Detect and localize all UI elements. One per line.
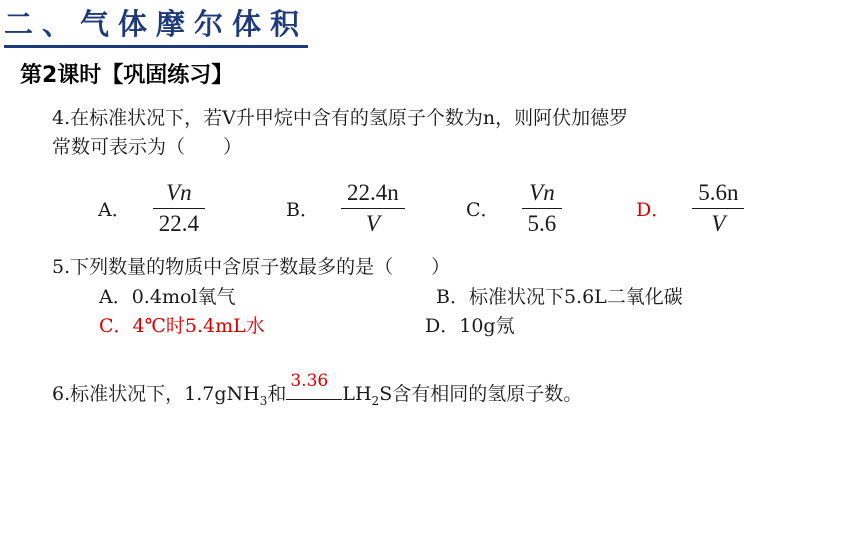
q6-subscript-2: 2 <box>371 393 380 408</box>
option-c <box>466 176 562 240</box>
answer-value: 3.36 <box>290 371 329 391</box>
option-d <box>636 176 744 240</box>
lesson-heading: 第2课时【巩固练习】 <box>20 63 234 88</box>
numerator: Vn <box>166 179 192 205</box>
question-5-option-a: A．0.4mol氧气 <box>99 286 236 308</box>
question-5-option-c-answer: C．4℃时5.4mL水 <box>99 315 265 337</box>
answer-blank <box>286 371 342 400</box>
denominator: 5.6 <box>527 210 557 236</box>
numerator: 5.6n <box>698 179 739 205</box>
numerator: Vn <box>529 179 555 205</box>
q6-prefix: 6.标准状况下，1.7gNH <box>52 383 260 405</box>
option-a <box>98 176 205 240</box>
numerator: 22.4n <box>346 179 399 205</box>
denominator: 22.4 <box>158 210 199 236</box>
question-5-stem: 5.下列数量的物质中含原子数最多的是（ ） <box>52 256 451 278</box>
question-5-option-d: D．10g氖 <box>425 315 515 337</box>
question-4-stem-line2: 常数可表示为（ ） <box>52 136 243 158</box>
q6-after: LH <box>342 383 372 405</box>
option-b <box>286 176 405 240</box>
denominator: V <box>711 210 726 236</box>
option-d-letter-answer: D． <box>636 198 671 221</box>
q6-subscript-3: 3 <box>259 393 268 408</box>
q6-and: 和 <box>267 383 287 405</box>
slide-title: 二、气体摩尔体积 <box>4 2 308 48</box>
option-c-fraction <box>522 178 563 239</box>
option-a-letter: A． <box>98 198 131 221</box>
option-a-fraction <box>153 178 205 239</box>
question-4-stem-line1: 4.在标准状况下，若V升甲烷中含有的氢原子个数为n，则阿伏加德罗 <box>52 107 629 129</box>
option-b-fraction <box>341 178 405 239</box>
question-5-option-b: B．标准状况下5.6L二氧化碳 <box>436 286 683 308</box>
option-d-fraction <box>692 178 744 239</box>
option-c-letter: C． <box>466 198 500 221</box>
question-6 <box>52 371 583 415</box>
option-b-letter: B． <box>286 198 319 221</box>
q6-suffix: S含有相同的氢原子数。 <box>379 383 583 405</box>
denominator: V <box>365 210 380 236</box>
